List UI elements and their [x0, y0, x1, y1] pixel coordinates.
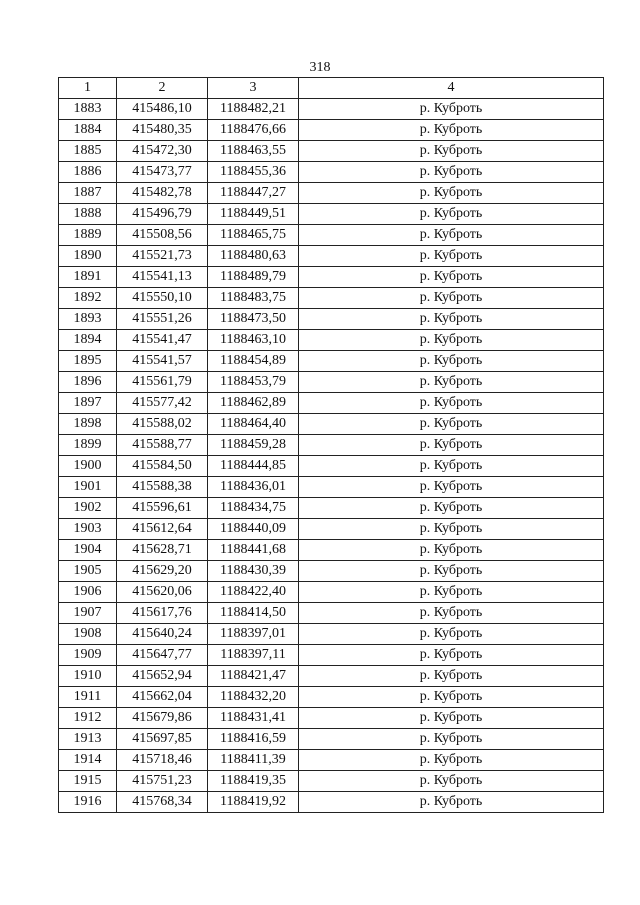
point-number-cell: 1885 — [59, 141, 117, 162]
description-cell: р. Куброть — [299, 225, 604, 246]
table-row — [59, 792, 604, 813]
description-cell: р. Куброть — [299, 120, 604, 141]
y-coordinate-cell: 1188464,40 — [208, 414, 299, 435]
x-coordinate-cell: 415473,77 — [117, 162, 208, 183]
table-row — [59, 729, 604, 750]
y-coordinate-cell: 1188476,66 — [208, 120, 299, 141]
table-row — [59, 309, 604, 330]
page-number: 318 — [309, 60, 331, 75]
description-cell: р. Куброть — [299, 540, 604, 561]
x-coordinate-cell: 415482,78 — [117, 183, 208, 204]
x-coordinate-cell: 415640,24 — [117, 624, 208, 645]
table-row — [59, 204, 604, 225]
description-cell: р. Куброть — [299, 624, 604, 645]
column-header-2: 2 — [117, 78, 208, 99]
point-number-cell: 1914 — [59, 750, 117, 771]
point-number-cell: 1896 — [59, 372, 117, 393]
x-coordinate-cell: 415541,57 — [117, 351, 208, 372]
x-coordinate-cell: 415541,47 — [117, 330, 208, 351]
x-coordinate-cell: 415472,30 — [117, 141, 208, 162]
table-row — [59, 162, 604, 183]
description-cell: р. Куброть — [299, 561, 604, 582]
x-coordinate-cell: 415768,34 — [117, 792, 208, 813]
x-coordinate-cell: 415486,10 — [117, 99, 208, 120]
description-cell: р. Куброть — [299, 582, 604, 603]
x-coordinate-cell: 415662,04 — [117, 687, 208, 708]
table-row — [59, 351, 604, 372]
y-coordinate-cell: 1188416,59 — [208, 729, 299, 750]
description-cell: р. Куброть — [299, 183, 604, 204]
y-coordinate-cell: 1188465,75 — [208, 225, 299, 246]
table-header-row — [59, 78, 604, 99]
description-cell: р. Куброть — [299, 477, 604, 498]
point-number-cell: 1910 — [59, 666, 117, 687]
point-number-cell: 1908 — [59, 624, 117, 645]
table-row — [59, 582, 604, 603]
y-coordinate-cell: 1188441,68 — [208, 540, 299, 561]
y-coordinate-cell: 1188422,40 — [208, 582, 299, 603]
table-row — [59, 645, 604, 666]
description-cell: р. Куброть — [299, 687, 604, 708]
x-coordinate-cell: 415521,73 — [117, 246, 208, 267]
description-cell: р. Куброть — [299, 435, 604, 456]
description-cell: р. Куброть — [299, 309, 604, 330]
y-coordinate-cell: 1188489,79 — [208, 267, 299, 288]
table-row — [59, 288, 604, 309]
description-cell: р. Куброть — [299, 351, 604, 372]
description-cell: р. Куброть — [299, 288, 604, 309]
y-coordinate-cell: 1188431,41 — [208, 708, 299, 729]
y-coordinate-cell: 1188447,27 — [208, 183, 299, 204]
description-cell: р. Куброть — [299, 771, 604, 792]
table-row — [59, 435, 604, 456]
x-coordinate-cell: 415551,26 — [117, 309, 208, 330]
y-coordinate-cell: 1188454,89 — [208, 351, 299, 372]
table-row — [59, 372, 604, 393]
table-row — [59, 120, 604, 141]
table-row — [59, 393, 604, 414]
table-row — [59, 519, 604, 540]
y-coordinate-cell: 1188421,47 — [208, 666, 299, 687]
description-cell: р. Куброть — [299, 666, 604, 687]
x-coordinate-cell: 415751,23 — [117, 771, 208, 792]
point-number-cell: 1911 — [59, 687, 117, 708]
point-number-cell: 1913 — [59, 729, 117, 750]
x-coordinate-cell: 415612,64 — [117, 519, 208, 540]
point-number-cell: 1894 — [59, 330, 117, 351]
y-coordinate-cell: 1188436,01 — [208, 477, 299, 498]
point-number-cell: 1909 — [59, 645, 117, 666]
x-coordinate-cell: 415584,50 — [117, 456, 208, 477]
x-coordinate-cell: 415679,86 — [117, 708, 208, 729]
y-coordinate-cell: 1188444,85 — [208, 456, 299, 477]
point-number-cell: 1893 — [59, 309, 117, 330]
point-number-cell: 1904 — [59, 540, 117, 561]
description-cell: р. Куброть — [299, 456, 604, 477]
point-number-cell: 1892 — [59, 288, 117, 309]
description-cell: р. Куброть — [299, 162, 604, 183]
table-row — [59, 456, 604, 477]
table-row — [59, 666, 604, 687]
description-cell: р. Куброть — [299, 99, 604, 120]
y-coordinate-cell: 1188430,39 — [208, 561, 299, 582]
point-number-cell: 1895 — [59, 351, 117, 372]
table-row — [59, 771, 604, 792]
point-number-cell: 1912 — [59, 708, 117, 729]
x-coordinate-cell: 415577,42 — [117, 393, 208, 414]
x-coordinate-cell: 415629,20 — [117, 561, 208, 582]
x-coordinate-cell: 415596,61 — [117, 498, 208, 519]
y-coordinate-cell: 1188414,50 — [208, 603, 299, 624]
point-number-cell: 1916 — [59, 792, 117, 813]
description-cell: р. Куброть — [299, 645, 604, 666]
description-cell: р. Куброть — [299, 498, 604, 519]
description-cell: р. Куброть — [299, 603, 604, 624]
y-coordinate-cell: 1188411,39 — [208, 750, 299, 771]
table-row — [59, 750, 604, 771]
point-number-cell: 1906 — [59, 582, 117, 603]
description-cell: р. Куброть — [299, 414, 604, 435]
table-body — [59, 99, 604, 813]
y-coordinate-cell: 1188455,36 — [208, 162, 299, 183]
column-header-1: 1 — [59, 78, 117, 99]
column-header-4: 4 — [299, 78, 604, 99]
y-coordinate-cell: 1188449,51 — [208, 204, 299, 225]
table-row — [59, 99, 604, 120]
description-cell: р. Куброть — [299, 708, 604, 729]
y-coordinate-cell: 1188432,20 — [208, 687, 299, 708]
description-cell: р. Куброть — [299, 330, 604, 351]
table-row — [59, 687, 604, 708]
point-number-cell: 1900 — [59, 456, 117, 477]
table-row — [59, 603, 604, 624]
point-number-cell: 1883 — [59, 99, 117, 120]
x-coordinate-cell: 415588,77 — [117, 435, 208, 456]
table-row — [59, 561, 604, 582]
table-row — [59, 225, 604, 246]
table-row — [59, 624, 604, 645]
point-number-cell: 1915 — [59, 771, 117, 792]
point-number-cell: 1907 — [59, 603, 117, 624]
description-cell: р. Куброть — [299, 267, 604, 288]
point-number-cell: 1889 — [59, 225, 117, 246]
y-coordinate-cell: 1188397,11 — [208, 645, 299, 666]
x-coordinate-cell: 415718,46 — [117, 750, 208, 771]
y-coordinate-cell: 1188453,79 — [208, 372, 299, 393]
description-cell: р. Куброть — [299, 729, 604, 750]
description-cell: р. Куброть — [299, 519, 604, 540]
table-row — [59, 246, 604, 267]
description-cell: р. Куброть — [299, 372, 604, 393]
x-coordinate-cell: 415541,13 — [117, 267, 208, 288]
description-cell: р. Куброть — [299, 750, 604, 771]
y-coordinate-cell: 1188480,63 — [208, 246, 299, 267]
y-coordinate-cell: 1188482,21 — [208, 99, 299, 120]
point-number-cell: 1887 — [59, 183, 117, 204]
y-coordinate-cell: 1188463,10 — [208, 330, 299, 351]
table-row — [59, 141, 604, 162]
point-number-cell: 1897 — [59, 393, 117, 414]
description-cell: р. Куброть — [299, 141, 604, 162]
column-header-3: 3 — [208, 78, 299, 99]
table-row — [59, 708, 604, 729]
x-coordinate-cell: 415628,71 — [117, 540, 208, 561]
table-row — [59, 267, 604, 288]
point-number-cell: 1884 — [59, 120, 117, 141]
point-number-cell: 1891 — [59, 267, 117, 288]
table-row — [59, 183, 604, 204]
x-coordinate-cell: 415561,79 — [117, 372, 208, 393]
point-number-cell: 1902 — [59, 498, 117, 519]
y-coordinate-cell: 1188419,35 — [208, 771, 299, 792]
point-number-cell: 1905 — [59, 561, 117, 582]
y-coordinate-cell: 1188462,89 — [208, 393, 299, 414]
description-cell: р. Куброть — [299, 393, 604, 414]
x-coordinate-cell: 415697,85 — [117, 729, 208, 750]
x-coordinate-cell: 415652,94 — [117, 666, 208, 687]
description-cell: р. Куброть — [299, 204, 604, 225]
description-cell: р. Куброть — [299, 246, 604, 267]
x-coordinate-cell: 415647,77 — [117, 645, 208, 666]
coordinates-table — [58, 77, 604, 813]
y-coordinate-cell: 1188459,28 — [208, 435, 299, 456]
x-coordinate-cell: 415550,10 — [117, 288, 208, 309]
y-coordinate-cell: 1188440,09 — [208, 519, 299, 540]
y-coordinate-cell: 1188473,50 — [208, 309, 299, 330]
table-row — [59, 498, 604, 519]
x-coordinate-cell: 415480,35 — [117, 120, 208, 141]
point-number-cell: 1890 — [59, 246, 117, 267]
x-coordinate-cell: 415496,79 — [117, 204, 208, 225]
x-coordinate-cell: 415588,38 — [117, 477, 208, 498]
table-row — [59, 477, 604, 498]
y-coordinate-cell: 1188463,55 — [208, 141, 299, 162]
y-coordinate-cell: 1188419,92 — [208, 792, 299, 813]
point-number-cell: 1899 — [59, 435, 117, 456]
table-row — [59, 414, 604, 435]
x-coordinate-cell: 415620,06 — [117, 582, 208, 603]
table-row — [59, 540, 604, 561]
point-number-cell: 1901 — [59, 477, 117, 498]
x-coordinate-cell: 415508,56 — [117, 225, 208, 246]
point-number-cell: 1903 — [59, 519, 117, 540]
point-number-cell: 1886 — [59, 162, 117, 183]
x-coordinate-cell: 415617,76 — [117, 603, 208, 624]
table-row — [59, 330, 604, 351]
x-coordinate-cell: 415588,02 — [117, 414, 208, 435]
point-number-cell: 1898 — [59, 414, 117, 435]
y-coordinate-cell: 1188434,75 — [208, 498, 299, 519]
y-coordinate-cell: 1188397,01 — [208, 624, 299, 645]
point-number-cell: 1888 — [59, 204, 117, 225]
y-coordinate-cell: 1188483,75 — [208, 288, 299, 309]
description-cell: р. Куброть — [299, 792, 604, 813]
